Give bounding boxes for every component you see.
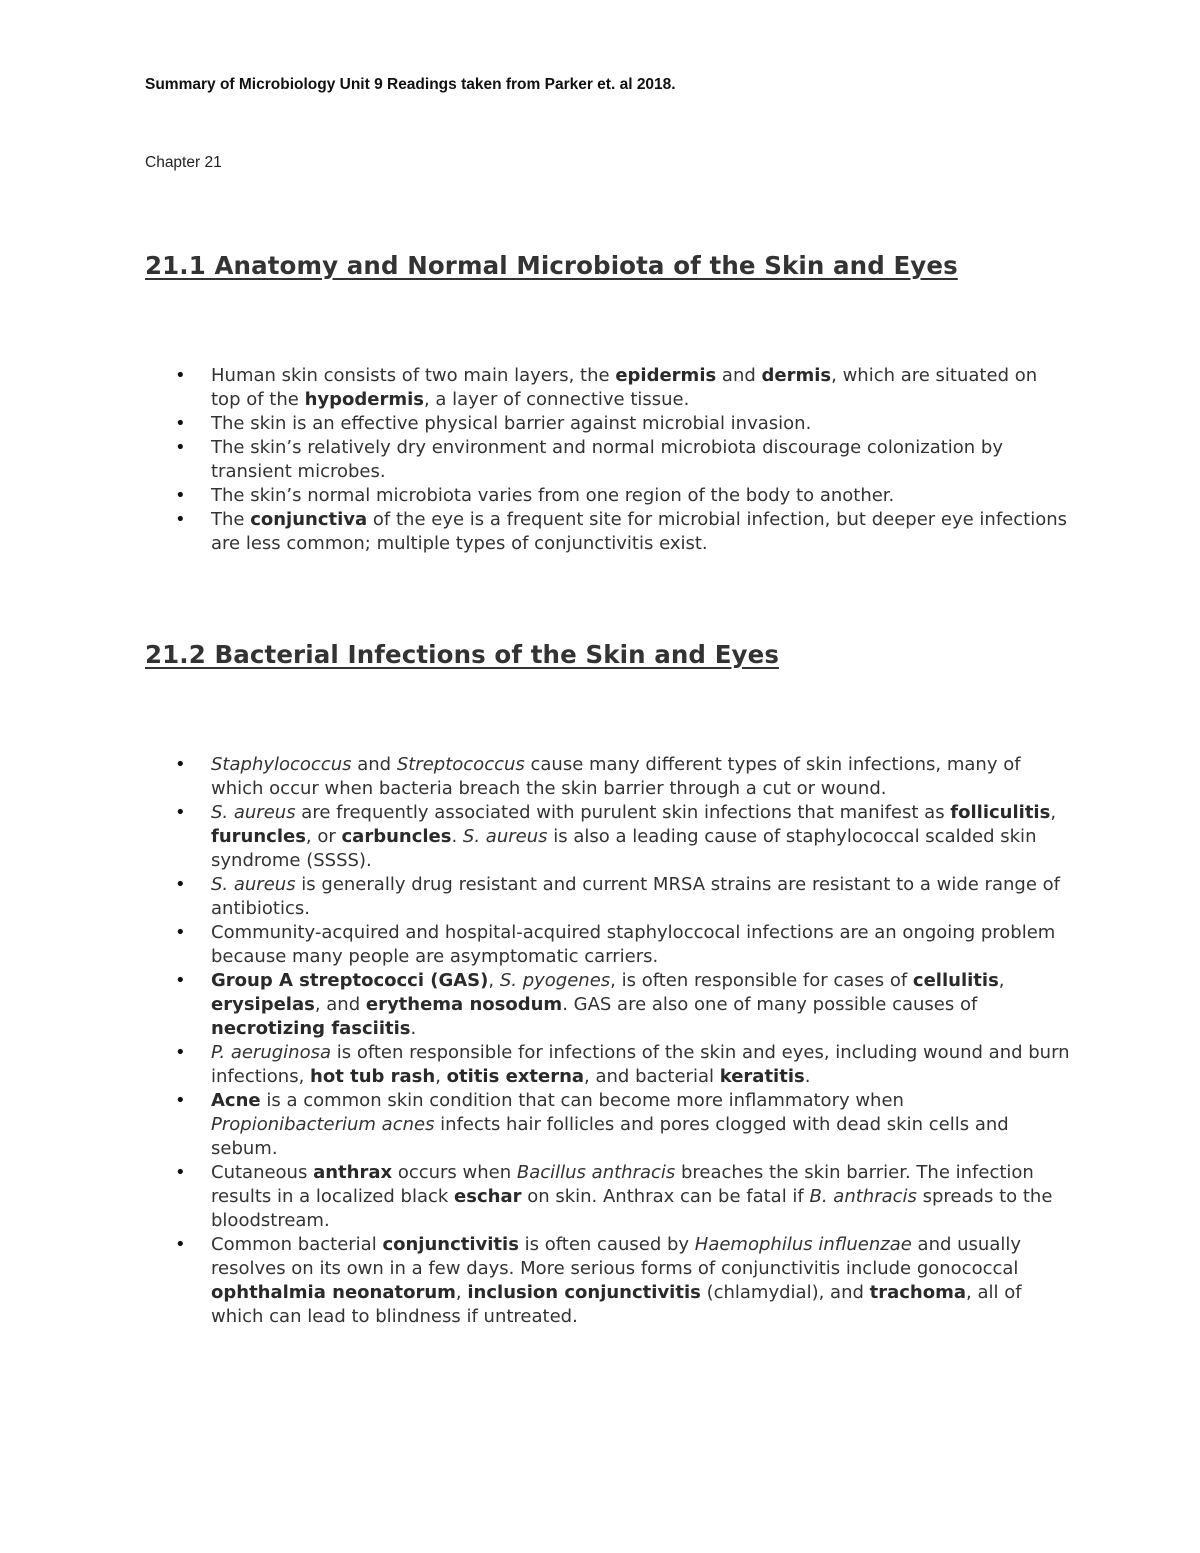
bold-term: cellulitis <box>912 970 999 991</box>
bullet-text: , a layer of connective tissue. <box>423 389 690 410</box>
italic-term: Propionibacterium acnes <box>211 1114 435 1135</box>
bullet-text: and <box>716 365 762 386</box>
bullet-dot-icon: • <box>175 1090 186 1111</box>
italic-term: S. aureus <box>462 826 548 847</box>
bold-term: conjunctivitis <box>382 1234 519 1255</box>
bullet-item <box>0 364 1200 412</box>
bullet-text: breaches the skin barrier. The infection results in a localized black <box>211 1162 1034 1207</box>
italic-term: Streptococcus <box>396 754 525 775</box>
italic-term: S. pyogenes <box>499 970 611 991</box>
bullet-dot-icon: • <box>175 802 186 823</box>
bullet-text: , and bacterial <box>584 1066 720 1087</box>
bullet-item <box>0 412 1200 436</box>
bold-term: inclusion conjunctivitis <box>467 1282 701 1303</box>
bullet-dot-icon: • <box>175 1234 186 1255</box>
bullet-text: is often caused by <box>518 1234 695 1255</box>
bold-term: folliculitis <box>950 802 1051 823</box>
bold-term: epidermis <box>615 365 717 386</box>
bullet-item <box>0 801 1200 873</box>
bullet-text: . <box>451 826 463 847</box>
bullet-dot-icon: • <box>175 754 186 775</box>
bullet-text: are frequently associated with purulent skin infections that manifest as <box>295 802 951 823</box>
bullet-text: Common bacterial <box>211 1234 383 1255</box>
bullet-text: Community-acquired and hospital-acquired staphyloccocal infections are an ongoing problem because many people are asymptomatic carriers. <box>211 922 1056 967</box>
bullet-item <box>0 1041 1200 1089</box>
italic-term: S. aureus <box>211 874 296 895</box>
bold-term: erythema nosodum <box>365 994 563 1015</box>
bold-term: conjunctiva <box>250 509 368 530</box>
bullet-item <box>0 1089 1200 1161</box>
bullet-item <box>0 436 1200 484</box>
bold-term: hot tub rash <box>310 1066 436 1087</box>
bold-term: furuncles <box>211 826 306 847</box>
bullet-text: , <box>488 970 500 991</box>
bullet-text: is generally drug resistant and current MRSA strains are resistant to a wide range of antibiotics. <box>211 874 1060 919</box>
italic-term: P. aeruginosa <box>211 1042 331 1063</box>
bold-term: anthrax <box>313 1162 393 1183</box>
bullet-dot-icon: • <box>175 365 186 386</box>
bullet-item <box>0 484 1200 508</box>
section-21-1-bullet-list <box>0 364 1200 556</box>
bullet-item <box>0 508 1200 556</box>
bold-term: keratitis <box>719 1066 805 1087</box>
bullet-text: , is often responsible for cases of <box>610 970 913 991</box>
bullet-text: infects hair follicles and pores clogged with dead skin cells and sebum. <box>211 1114 1009 1159</box>
italic-term: B. anthracis <box>809 1186 917 1207</box>
bullet-dot-icon: • <box>175 413 186 434</box>
bullet-dot-icon: • <box>175 1162 186 1183</box>
bullet-text: cause many different types of skin infections, many of which occur when bacteria breach the skin barrier through a cut or wound. <box>211 754 1021 799</box>
bullet-text: occurs when <box>392 1162 517 1183</box>
bullet-item <box>0 753 1200 801</box>
bullet-text: , <box>1050 802 1057 823</box>
bullet-item <box>0 1161 1200 1233</box>
section-heading-21-1: 21.1 Anatomy and Normal Microbiota of the Skin and Eyes <box>145 251 958 280</box>
bullet-text: is also a leading cause of staphylococcal scalded skin syndrome (SSSS). <box>211 826 1037 871</box>
bullet-dot-icon: • <box>175 509 186 530</box>
bullet-text: Human skin consists of two main layers, the <box>211 365 616 386</box>
bullet-text: is a common skin condition that can become more inflammatory when <box>260 1090 904 1111</box>
bold-term: trachoma <box>869 1282 967 1303</box>
bullet-text: of the eye is a frequent site for microbial infection, but deeper eye infections are less common; multiple types of conjunctivitis exist. <box>211 509 1068 554</box>
section-21-2-bullet-list <box>0 753 1200 1329</box>
bullet-dot-icon: • <box>175 485 186 506</box>
bullet-item <box>0 1233 1200 1329</box>
bullet-text: , and <box>314 994 366 1015</box>
document-title: Summary of Microbiology Unit 9 Readings taken from Parker et. al 2018. <box>145 76 676 93</box>
italic-term: S. aureus <box>211 802 296 823</box>
bullet-text: , all of which can lead to blindness if untreated. <box>211 1282 1022 1327</box>
bullet-item <box>0 873 1200 921</box>
bullet-dot-icon: • <box>175 437 186 458</box>
bullet-text: spreads to the bloodstream. <box>211 1186 1053 1231</box>
bullet-item <box>0 969 1200 1041</box>
bold-term: carbuncles <box>341 826 452 847</box>
bullet-text: is often responsible for infections of the skin and eyes, including wound and burn infections, <box>211 1042 1070 1087</box>
bold-term: eschar <box>454 1186 522 1207</box>
bullet-dot-icon: • <box>175 1042 186 1063</box>
italic-term: Bacillus anthracis <box>516 1162 676 1183</box>
bullet-text: . <box>804 1066 811 1087</box>
bullet-dot-icon: • <box>175 970 186 991</box>
bold-term: erysipelas <box>211 994 315 1015</box>
bold-term: otitis externa <box>446 1066 585 1087</box>
bullet-text: and usually resolves on its own in a few days. More serious forms of conjunctivitis include gonococcal <box>211 1234 1021 1279</box>
bullet-text: The skin’s relatively dry environment and normal microbiota discourage colonization by transient microbes. <box>211 437 1003 482</box>
bullet-text: The skin’s normal microbiota varies from one region of the body to another. <box>211 485 895 506</box>
bullet-dot-icon: • <box>175 922 186 943</box>
bullet-text: The <box>211 509 251 530</box>
bullet-text: on skin. Anthrax can be fatal if <box>521 1186 810 1207</box>
italic-term: Haemophilus influenzae <box>694 1234 912 1255</box>
bold-term: dermis <box>761 365 832 386</box>
bold-term: hypodermis <box>304 389 424 410</box>
bold-term: necrotizing fasciitis <box>211 1018 411 1039</box>
bullet-dot-icon: • <box>175 874 186 895</box>
bold-term: Group A streptococci (GAS) <box>211 970 489 991</box>
bullet-text: , <box>998 970 1005 991</box>
bullet-text: , <box>455 1282 468 1303</box>
bullet-text: . <box>410 1018 417 1039</box>
bullet-text: The skin is an effective physical barrier against microbial invasion. <box>211 413 812 434</box>
bold-term: ophthalmia neonatorum <box>211 1282 456 1303</box>
bullet-text: and <box>351 754 397 775</box>
section-heading-21-2: 21.2 Bacterial Infections of the Skin and Eyes <box>145 640 780 669</box>
bold-term: Acne <box>211 1090 261 1111</box>
bullet-item <box>0 921 1200 969</box>
bullet-text: , <box>435 1066 447 1087</box>
bullet-text: Cutaneous <box>211 1162 314 1183</box>
bullet-text: (chlamydial), and <box>700 1282 870 1303</box>
chapter-label: Chapter 21 <box>145 154 222 171</box>
bullet-text: , which are situated on top of the <box>211 365 1038 410</box>
bullet-text: . GAS are also one of many possible causes of <box>562 994 978 1015</box>
bullet-text: , or <box>305 826 342 847</box>
italic-term: Staphylococcus <box>211 754 352 775</box>
